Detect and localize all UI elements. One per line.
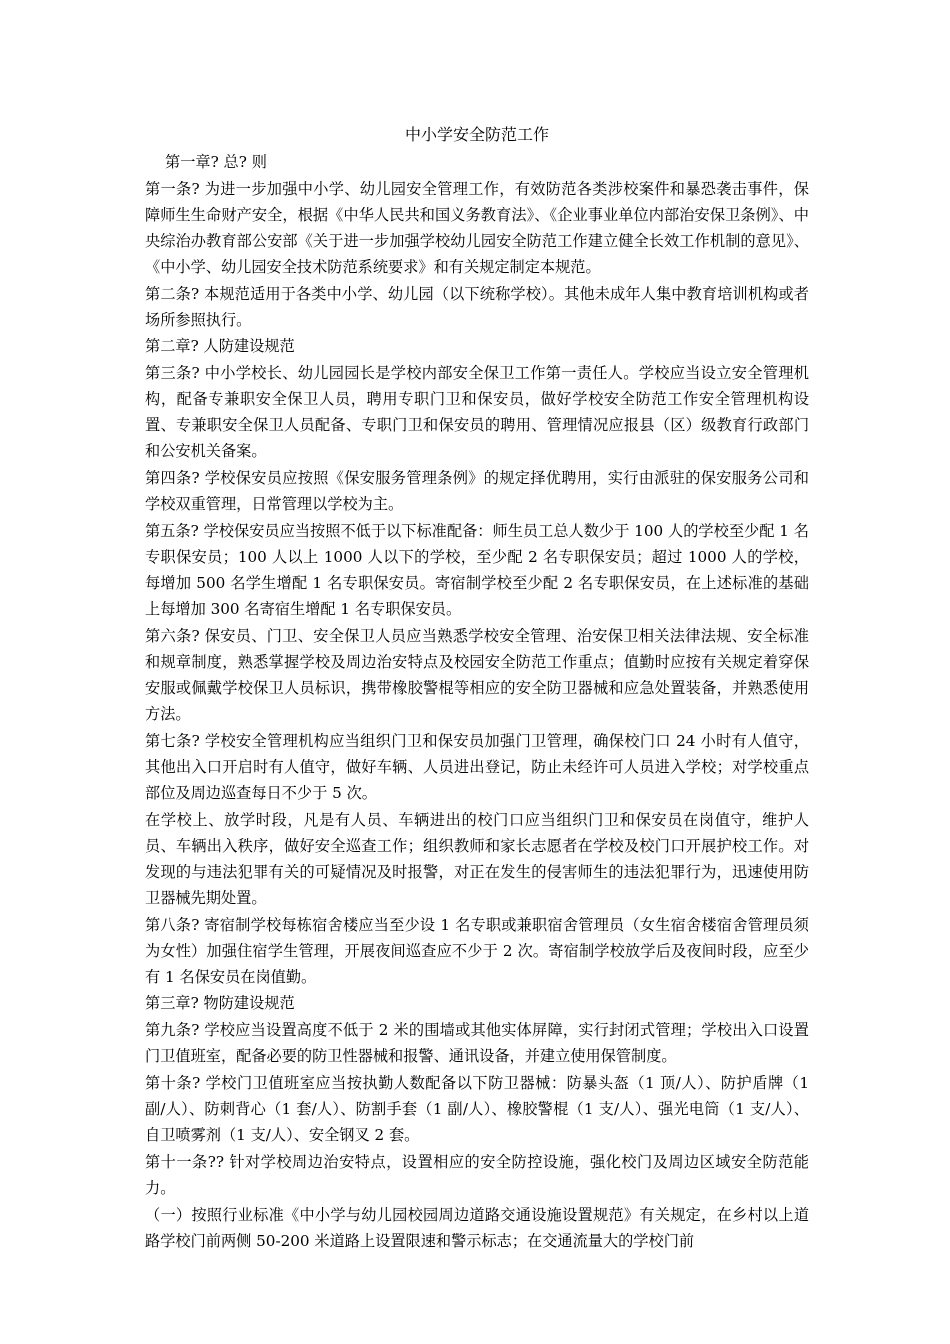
chapter-heading: 第二章? 人防建设规范	[145, 337, 295, 355]
article-paragraph: 第七条? 学校安全管理机构应当组织门卫和保安员加强门卫管理，确保校门口 24 小时有人值守，其他出入口开启时有人值守，做好车辆、人员进出登记，防止未经许可人员进入学校；对学校重点部位及周边巡查每日不少于 5 次。	[145, 732, 809, 802]
chapter-heading: 第一章? 总? 则	[165, 153, 267, 171]
article-paragraph: 第五条? 学校保安员应当按照不低于以下标准配备：师生员工总人数少于 100 人的学校至少配 1 名专职保安员；100 人以上 1000 人以下的学校，至少配 2 名专职保安员；超过 1000 人的学校，每增加 500 名学生增配 1 名专职保安员。寄宿制学校至少配 2 名专职保安员，在上述标准的基础上每增加 300 名寄宿生增配 1 名专职保安员。	[145, 522, 809, 618]
article-paragraph: 第六条? 保安员、门卫、安全保卫人员应当熟悉学校安全管理、治安保卫相关法律法规、安全标准和规章制度，熟悉掌握学校及周边治安特点及校园安全防范工作重点；值勤时应按有关规定着穿保安服或佩戴学校保卫人员标识，携带橡胶警棍等相应的安全防卫器械和应急处置装备，并熟悉使用方法。	[145, 627, 809, 723]
article-paragraph: 第一条? 为进一步加强中小学、幼儿园安全管理工作，有效防范各类涉校案件和暴恐袭击事件，保障师生生命财产安全，根据《中华人民共和国义务教育法》、《企业事业单位内部治安保卫条例》、中央综治办教育部公安部《关于进一步加强学校幼儿园安全防范工作建立健全长效工作机制的意见》、《中小学、幼儿园安全技术防范系统要求》和有关规定制定本规范。	[145, 180, 809, 276]
article-paragraph: 第二条? 本规范适用于各类中小学、幼儿园（以下统称学校）。其他未成年人集中教育培训机构或者场所参照执行。	[145, 285, 809, 329]
chapter-heading: 第三章? 物防建设规范	[145, 994, 295, 1012]
article-paragraph: 第八条? 寄宿制学校每栋宿舍楼应当至少设 1 名专职或兼职宿舍管理员（女生宿舍楼宿舍管理员须为女性）加强住宿学生管理，开展夜间巡查应不少于 2 次。寄宿制学校放学后及夜间时段，应至少有 1 名保安员在岗值勤。	[145, 916, 809, 986]
article-paragraph: 第十条? 学校门卫值班室应当按执勤人数配备以下防卫器械：防暴头盔（1 顶/人）、防护盾牌（1 副/人）、防刺背心（1 套/人）、防割手套（1 副/人）、橡胶警棍（1 支/人）、强光电筒（1 支/人）、自卫喷雾剂（1 支/人）、安全钢叉 2 套。	[145, 1074, 809, 1144]
article-paragraph: 第四条? 学校保安员应按照《保安服务管理条例》的规定择优聘用，实行由派驻的保安服务公司和学校双重管理，日常管理以学校为主。	[145, 469, 809, 513]
document-page	[145, 122, 809, 1255]
article-paragraph: （一）按照行业标准《中小学与幼儿园校园周边道路交通设施设置规范》有关规定，在乡村以上道路学校门前两侧 50-200 米道路上设置限速和警示标志；在交通流量大的学校门前	[145, 1206, 809, 1250]
article-paragraph: 第九条? 学校应当设置高度不低于 2 米的围墙或其他实体屏障，实行封闭式管理；学校出入口设置门卫值班室，配备必要的防卫性器械和报警、通讯设备，并建立使用保管制度。	[145, 1021, 809, 1065]
article-paragraph: 在学校上、放学时段，凡是有人员、车辆进出的校门口应当组织门卫和保安员在岗值守，维护人员、车辆出入秩序，做好安全巡查工作；组织教师和家长志愿者在学校及校门口开展护校工作。对发现的与违法犯罪有关的可疑情况及时报警，对正在发生的侵害师生的违法犯罪行为，迅速使用防卫器械先期处置。	[145, 811, 809, 907]
article-paragraph: 第十一条?? 针对学校周边治安特点，设置相应的安全防控设施，强化校门及周边区域安全防范能力。	[145, 1153, 809, 1197]
document-body	[145, 150, 809, 1254]
article-paragraph: 第三条? 中小学校长、幼儿园园长是学校内部安全保卫工作第一责任人。学校应当设立安全管理机构，配备专兼职安全保卫人员，聘用专职门卫和保安员，做好学校安全防范工作安全管理机构设置、专兼职安全保卫人员配备、专职门卫和保安员的聘用、管理情况应报县（区）级教育行政部门和公安机关备案。	[145, 364, 809, 460]
document-title: 中小学安全防范工作	[404, 125, 549, 144]
